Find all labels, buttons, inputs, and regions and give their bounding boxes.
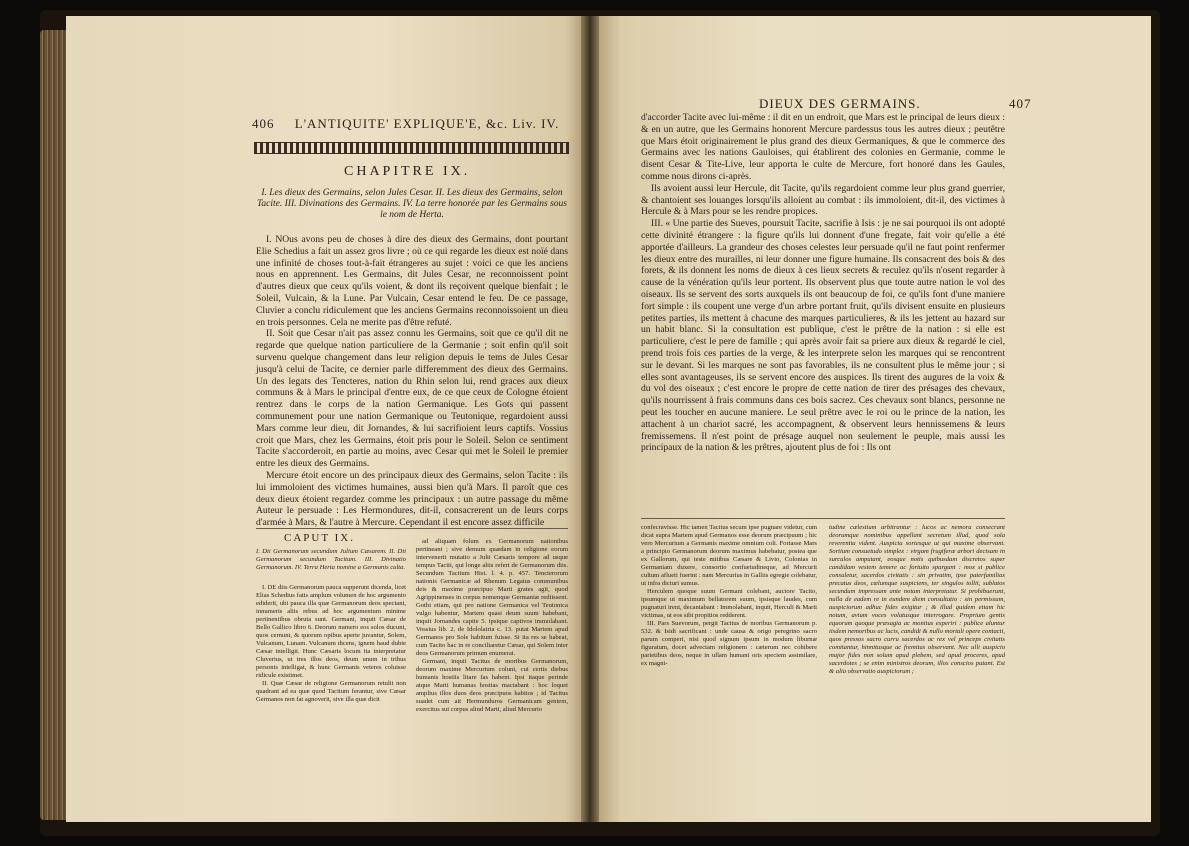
latin-paragraph: confecravisse. Hic tamen Tacitus secum ipse pugnare videtur, cum dicat supra Martem apud Germanos esse deorum præcipuum ; hic vero Mercurium a Germanis maxime omnium coli. Fortasse Mars a principio Germanorum deorum maximus habebatur, postea que ex Gallorum, qui teste mitibus Cæsare & Livio, Colonias in Germaniam duxere, consortio confuetudineque, ad Mercurii cultum aflueti fuerint : nam Mercurius in Galliis egregie colebatur, ut infra dicturi sumus. bbox=[641, 524, 817, 587]
latin-summary: I. Dii Germanorum secundum Julium Cæsarem. II. Dii Germanorum secundum Tacitum. III. Divinatio Germanorum. IV. Terra Herta nomine a Germanis culta. bbox=[256, 548, 406, 571]
latin-paragraph: I. DE diis Germanorum pauca supperunt dicenda, licet Elias Schedius fatis amplum volumen de hoc argumento ediderit, ubi pauca illa quæ Germanorum deos spectant, innumeris aliis rebus ad hoc argumentum minime pertinentibus obruta sunt. Germani, inquit Cæsar de Bello Gallico libro 6. Deorum numero eos solos ducunt, quos cernunt, & quorum opibus aperte juvantur, Solem, Vulcanum, Lunam. Vulcanum dicens, ignem haud dubie Cæsar intelligit. Hunc Cæsaris locum ita interpretatur Cluverius, ut tres illos deos, deum unum in tribus personis intelligat, & hunc Germanis veteres coluisse ridicule existimet. bbox=[256, 584, 406, 679]
paragraph: Mercure étoit encore un des principaux dieux des Germains, selon Tacite : ils lui immoloient des victimes humaines, aussi bien qu'à Mars. Il paroît que ces deux dieux étoient regardez comme les principaux : un autre passage du même Auteur le persuade : Les Hermondures, dit-il, consacrerent un de leurs corps d'armée à Mars, & l'autre à Mercure. Cependant il est encore assez difficile bbox=[256, 469, 568, 529]
latin-paragraph: ad aliquam folum ex Germanorum nationibus pertineant ; sive demum quædam in religione eorum intervenerit mutatio a Julii Cæsaris tempore ad usque tempus Taciti, qui longe aliis refert de Germanorum diis. Secundum Tacitum Hist. l. 4. p. 457. Tencterorum nationis Germanicæ ad Rhenum Legatus communibus deis & maxime præcipuo Marti grates agit, quod Agrippinenses in corpus nomenque Germaniæ rediissent. Gothi etiam, qui pro natione Germanica vel Teutonica vulgo habentur, Martem quasi deum suum habebant, inquit Jornandes capite 5. ipsique captivos immolabant. Vossius lib. 2. de Idololatria c. 13. putat Martem apud Germanos pro Sole habitum fuisse. Si ita res se habeat, cum Tacito hac in re conciliaretur Cæsar, qui Solem inter deos Germanorum primum enumerat. bbox=[416, 538, 568, 657]
caput-title: CAPUT IX. bbox=[284, 532, 355, 544]
latin-paragraph: Germani, inquit Tacitus de moribus Germanorum, deorum maxime Mercurium colunt, cui certis diebus humanis hostiis litare fas habent. Ipsi itaque perinde atque Marti humanas hostias mactabant : hoc loquet amplius illos duos deos præcipuos habitos ; id Tacitus suadet cum ait Hermunduros Germanicam gentem, exercitus sui corpus alind Marti, aliud Mercurio bbox=[416, 658, 568, 713]
left-page-number: 406 bbox=[252, 116, 275, 131]
latin-paragraph: III. Pars Suevorum, pergit Tacitus de moribus Germanorum p. 532. & Isidi sacrificant : unde causa & origo peregrino sacro parum comperi, nisi quod signum ipsum in modum liburnæ figuratum, docet advectam religionem : cæterum nec cohibere parietibus deos, neque in ullam humani oris speciem assimilare, ex magni- bbox=[641, 620, 817, 667]
left-body-text bbox=[256, 234, 568, 529]
book-gutter bbox=[581, 16, 599, 822]
left-running-title: L'ANTIQUITE' EXPLIQUE'E, &c. Liv. IV. bbox=[294, 116, 560, 131]
latin-column-2 bbox=[829, 524, 1005, 814]
right-body-text bbox=[641, 112, 1005, 508]
separator bbox=[256, 528, 568, 529]
paragraph: d'accorder Tacite avec lui-même : il dit en un endroit, que Mars est le principal de leurs dieux : & en un autre, que les Germains honorent Mercure pardessus tous les autres dieux ; peutêtre que Mars étoit originairement le plus grand des dieux Germaniques, & que le commerce des Germains avec les nations Gauloises, qui établirent des colonies en Germanie, comme le disent Cesar & Tite-Live, leur apporta le culte de Mercure, fort honoré dans les Gaules, comme nous dirons ci-après. bbox=[641, 112, 1005, 182]
right-running-title: DIEUX DES GERMAINS. bbox=[759, 96, 921, 111]
right-page-number: 407 bbox=[1009, 96, 1032, 111]
latin-column-2 bbox=[416, 538, 568, 820]
paragraph: III. « Une partie des Sueves, poursuit Tacite, sacrifie à Isis : je ne sai pourquoi ils ont adopté cette divinité étrangere : la figure qu'ils lui donnent d'une fregate, fait voir qu'elle a été apportée d'ailleurs. La grandeur des choses celestes leur persuade qu'il ne faut point renfermer les dieux entre des murailles, ni leur donner une figure humaine. Ils consacrent des bois & des forets, & ils donnent les noms de dieux à ces lieux secrets & reculez qu'ils n'osent regarder à cause de la vénération qu'ils leur portent. Ils observent plus que toute autre nation le vol des oiseaux. Ils se servent des sorts auxquels ils ont beaucoup de foi, ce qu'ils font d'une maniere fort simple : ils coupent une verge d'un arbre portant fruit, qu'ils divisent ensuite en plusieurs petites parties, ils mettent à chacune des marques particulieres, & ils les jettent au hazard sur un habit blanc. Si la consultation est publique, c'est le prêtre de la nation : si elle est particuliere, c'est le pere de famille ; qui après avoir fait sa priere aux dieux & regardé le ciel, prend trois fois ces parties de la verge, & les interprete selon les marques qui se rencontrent sur le devant. Si les marques ne sont pas favorables, ils ne consultent plus le même jour ; si elles sont avantageuses, ils se servent encore des auspices. Ils tirent des augures de la voix & du vol des oiseaux ; c'est encore le propre de cette nation de tirer des présages des chevaux, qu'ils nourrissent à frais communs dans ces bois sacrez. Ces chevaux sont blancs, personne ne peut les toucher en aucune maniere. Le seul prêtre avec le roi ou le prince de la nation, les attachent à un chariot sacré, les accompagnent, & observent leurs hennissemens & leurs fremissemens. Il n'est point de présage auquel non seulement le peuple, mais aussi les principaux de la nation & les prêtres, ajoutent plus de foi : Ils ont bbox=[641, 218, 1005, 454]
paragraph: I. NOus avons peu de choses à dire des dieux des Germains, dont pourtant Elie Schedius a fait un assez gros livre ; où ce qui regarde les dieux est noïé dans une infinité de choses tout-à-fait étrangeres au sujet : voici ce que les anciens nous en apprennent. Les Germains, dit Jules Cesar, ne reconnoissent point d'autres dieux que ceux qu'ils voient, & dont ils reçoivent quelque bienfait ; le Soleil, Vulcain, & la Lune. Par Vulcain, Cesar entend le feu. De ce passage, Cluvier a conclu ridiculement que les anciens Germains reconnoissoient un dieu en trois personnes. Cela ne merite pas d'être refuté. bbox=[256, 234, 568, 328]
left-running-head bbox=[252, 116, 559, 132]
chapter-title: CHAPITRE IX. bbox=[344, 164, 471, 179]
right-page bbox=[599, 16, 1151, 822]
ornament-band bbox=[254, 142, 569, 154]
chapter-summary: I. Les dieux des Germains, selon Jules Cesar. II. Les dieux des Germains, selon Tacite. III. Divinations des Germains. IV. La terre honorée par les Germains sous le nom de Herta. bbox=[257, 188, 567, 220]
latin-paragraph: tudine cælestium arbitrantur : lucos ac nemora consecrant deorumque nominibus appellant secretum illud, quod sola reverentia vident. Auspicia sortesque ut qui maxime observant. Sortium consuetudo simplex : virgam frugiferæ arbori decisam in surculos amputant, eosque notis quibusdam discretos super candidam vestem temere ac fortuito spargunt : mox si publice consuletur, sacerdos civitatis : sin privatim, ipse paterfamilias precatus deos, cælumque suspiciens, ter singulos tollit, sublatos secundum impressam ante notam interpretatur. Si prohibuerunt, nulla de eadem re in eundem diem consultatio : sin permissum, auspiciorum adhuc fides exigitur ; & illud quidem etiam hic notum, avium voces volatusque interrogare. Proprium gentis equorum quoque præsagia ac monitus experiri : publice aluntur iisdem nemoribus ac lucis, candidi & nullo mortali opere contacti, quos pressos sacro curru sacerdos ac rex vel princeps civitatis comitantur, hinnitusque ac fremitus observant. Nec ulli auspicio major fides non solum apud plebem, sed apud proceres, apud sacerdotes ; se enim ministros deorum, illos conscios putant. Est & alia observatio auspiciorum ; bbox=[829, 524, 1005, 675]
left-page bbox=[66, 16, 581, 822]
latin-column-1 bbox=[256, 584, 406, 820]
latin-paragraph: II. Quæ Cæsar de religione Germanorum retulit non quadrant ad ea quæ quod Tacitum ferantur, sive Cæsar Germanos non fat agnoverit, sive illa quæ dicit bbox=[256, 680, 406, 703]
latin-paragraph: Herculem quoque suum Germani colebant, auctore Tacito, ipsumque ut maximum bellatorem suum, ipsisque laudes, cum pugnaturi irent, decantabant : Immolabant, inquit, Herculi & Marti victimas, ut eos sibi propitios redderent. bbox=[641, 588, 817, 619]
latin-column-1 bbox=[641, 524, 817, 814]
page-edges bbox=[40, 30, 66, 820]
separator bbox=[641, 518, 1005, 519]
paragraph: II. Soit que Cesar n'ait pas assez connu les Germains, soit que ce qu'il dit ne regarde que quelque nation particuliere de la Germanie ; soit enfin qu'il soit survenu quelque changement dans leur religion depuis le tems de Jules Cesar jusqu'à celui de Tacite, ce dernier parle differemment des dieux des Germains. Un des legats des Tencteres, nation du Rhin selon lui, rend graces aux dieux communs & à Mars le principal d'entre eux, de ce que ceux de Cologne étoient rentrez dans le corps de la nation Germanique. Les Gots qui passent communement pour une nation Germanique ou Teutonique, regardoient aussi Mars comme leur dieu, dit Jornandes, & lui sacrifioient leurs captifs. Vossius croit que Mars, chez les Germains, étoit pris pour le Soleil. Selon ce sentiment Tacite s'accorderoit, en partie au moins, avec Cesar qui met le Soleil le premier entre les dieux des Germains. bbox=[256, 328, 568, 470]
paragraph: Ils avoient aussi leur Hercule, dit Tacite, qu'ils regardoient comme leur plus grand guerrier, & chantoient ses louanges lorsqu'ils alloient au combat : ils immoloient, dit-il, des victimes à Hercule & à Mars pour se les rendre propices. bbox=[641, 182, 1005, 218]
